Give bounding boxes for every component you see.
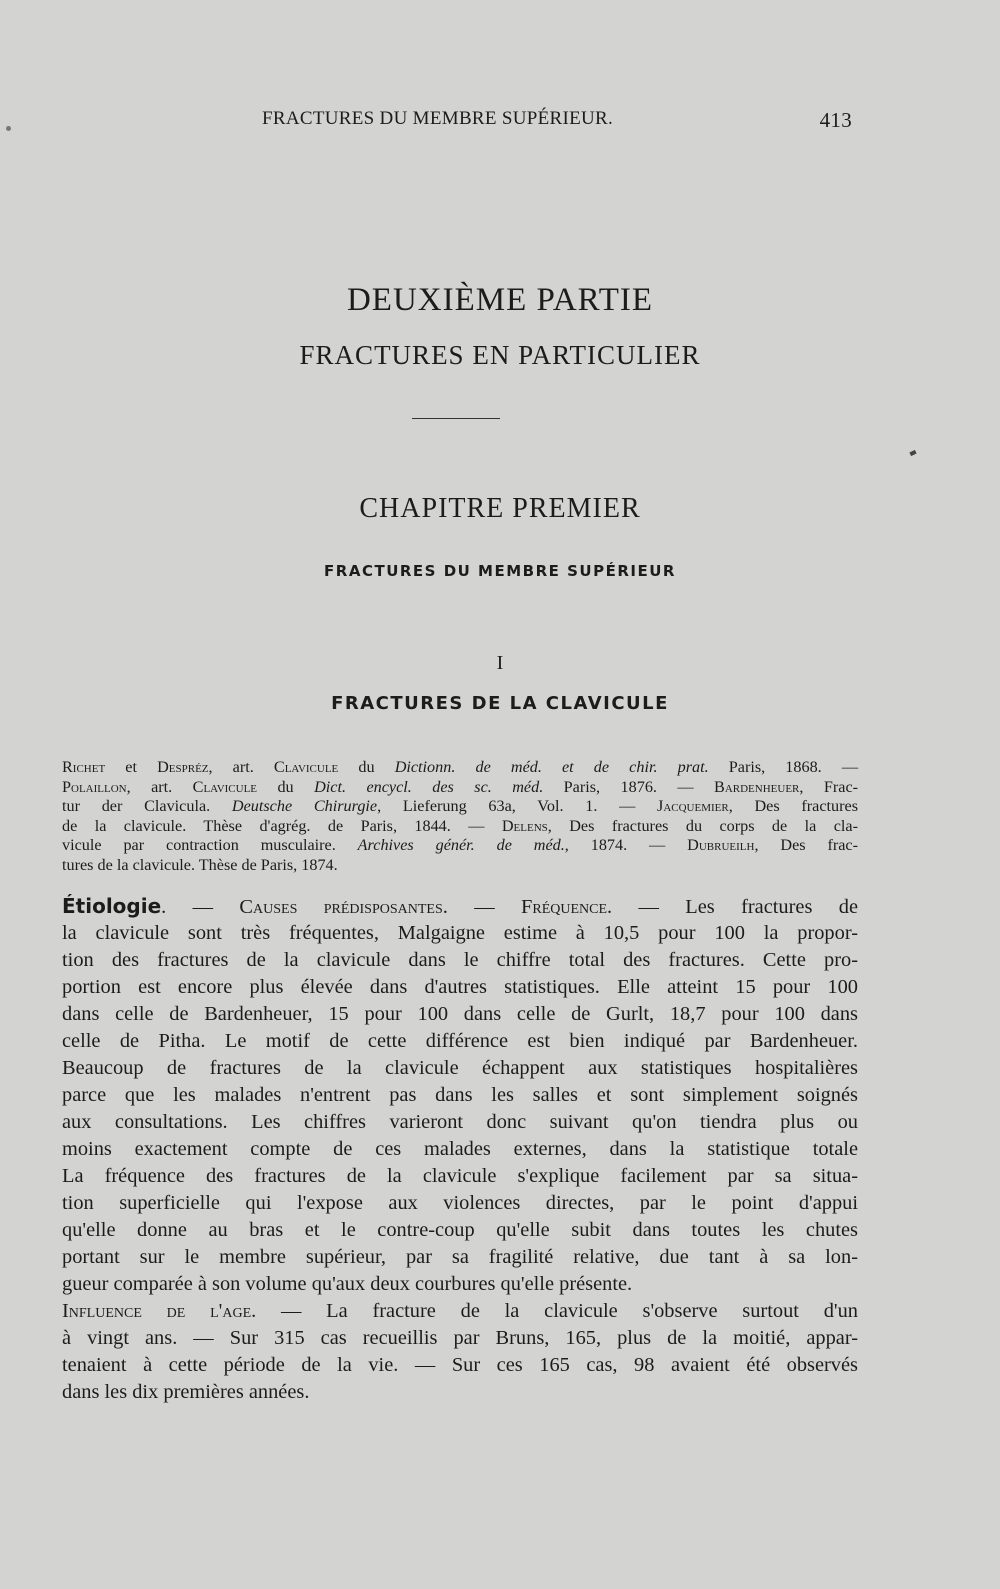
bib-text: Paris, 1868. — bbox=[708, 758, 859, 776]
body-text-run: . — Les fractures de bbox=[607, 896, 859, 918]
body-text-run: . — La fracture de la clavicule s'observe surtout d'un bbox=[251, 1300, 858, 1322]
body-line: dans les dix premières années. bbox=[62, 1381, 310, 1403]
bib-text: vicule par contraction musculaire. bbox=[62, 836, 358, 855]
author-name: Bardenheuer bbox=[714, 777, 800, 796]
part-subtitle: FRACTURES EN PARTICULIER bbox=[299, 340, 701, 370]
page-number: 413 bbox=[819, 108, 852, 132]
author-name: Despréz bbox=[157, 758, 209, 776]
publication-title: Dictionn. de méd. et de chir. prat. bbox=[394, 758, 709, 776]
author-name: Polaillon bbox=[62, 777, 127, 796]
bib-text: , art. bbox=[208, 758, 274, 776]
body-line: la clavicule sont très fréquentes, Malgaigne estime à 10,5 pour 100 la propor- bbox=[62, 922, 858, 944]
bib-text: , Des frac- bbox=[754, 836, 859, 855]
part-title: DEUXIÈME PARTIE bbox=[346, 282, 654, 318]
body-line: dans celle de Bardenheuer, 15 pour 100 dans celle de Gurlt, 18,7 pour 100 dans bbox=[62, 1003, 858, 1025]
inline-heading: Fréquence bbox=[521, 896, 608, 918]
inline-heading: Influence de l'age bbox=[62, 1300, 252, 1322]
body-line: tion superficielle qui l'expose aux violences directes, par le point d'appui bbox=[62, 1192, 858, 1214]
body-line: Beaucoup de fractures de la clavicule échappent aux statistiques hospitalières bbox=[62, 1057, 858, 1079]
bibliography-line bbox=[62, 778, 858, 798]
article-title: Clavicule bbox=[192, 777, 258, 796]
body-line: à vingt ans. — Sur 315 cas recueillis par Bruns, 165, plus de la moitié, appar- bbox=[62, 1327, 858, 1349]
margin-speck bbox=[6, 126, 11, 131]
inline-heading: Causes prédisposantes bbox=[239, 896, 443, 918]
bib-text: , 1874. — bbox=[564, 836, 688, 855]
bibliography-line bbox=[62, 836, 858, 856]
publication-title: Dict. encycl. des sc. méd. bbox=[314, 777, 544, 796]
article-title: Clavicule bbox=[273, 758, 339, 776]
bibliography-line bbox=[62, 758, 858, 778]
bib-text: , Frac- bbox=[799, 777, 859, 796]
author-name: Delens bbox=[501, 816, 548, 835]
body-line: portion est encore plus élevée dans d'autres statistiques. Elle atteint 15 pour 100 bbox=[62, 976, 858, 998]
body-text bbox=[62, 893, 858, 1406]
body-line: tenaient à cette période de la vie. — Sur ces 165 cas, 98 avaient été observés bbox=[62, 1354, 858, 1376]
author-name: Richet bbox=[62, 758, 106, 776]
margin-mark bbox=[909, 450, 916, 456]
bib-text: , Des fractures du corps de la cla- bbox=[547, 816, 858, 835]
bib-text: , art. bbox=[126, 777, 193, 796]
body-line: celle de Pitha. Le motif de cette différence est bien indiqué par Bardenheuer. bbox=[62, 1030, 858, 1052]
body-line: qu'elle donne au bras et le contre-coup qu'elle subit dans toutes les chutes bbox=[62, 1219, 858, 1241]
bib-text: de la clavicule. Thèse d'agrég. de Paris, 1844. — bbox=[62, 816, 502, 835]
body-line: La fréquence des fractures de la clavicule s'explique facilement par sa situa- bbox=[62, 1165, 858, 1187]
bibliography-line bbox=[62, 817, 858, 837]
body-text-run: . — bbox=[161, 896, 240, 918]
bibliography-line bbox=[62, 797, 858, 817]
section-title: FRACTURES DE LA CLAVICULE bbox=[331, 693, 669, 714]
paragraph-first-line bbox=[62, 893, 858, 920]
section-divider bbox=[412, 418, 500, 419]
bib-text: et bbox=[105, 758, 158, 776]
bibliography-line bbox=[62, 856, 858, 876]
body-line: aux consultations. Les chiffres varieront donc suivant qu'on tiendra plus ou bbox=[62, 1111, 858, 1133]
body-line: portant sur le membre supérieur, par sa fragilité relative, due tant à sa lon- bbox=[62, 1246, 858, 1268]
paragraph-first-line bbox=[62, 1298, 858, 1325]
body-text-run: . — bbox=[442, 896, 522, 918]
publication-title: Archives génér. de méd. bbox=[357, 836, 565, 855]
author-name: Jacquemier bbox=[657, 797, 729, 816]
bib-text: tures de la clavicule. Thèse de Paris, 1874. bbox=[62, 855, 338, 874]
publication-title: Deutsche Chirurgie bbox=[231, 797, 378, 816]
body-line: moins exactement compte de ces malades externes, dans la statistique totale bbox=[62, 1138, 858, 1160]
bibliography bbox=[62, 758, 858, 876]
bib-text: du bbox=[338, 758, 395, 776]
bib-text: , Lieferung 63a, Vol. 1. — bbox=[377, 797, 658, 816]
body-line: parce que les malades n'entrent pas dans les salles et sont simplement soignés bbox=[62, 1084, 858, 1106]
body-line: tion des fractures de la clavicule dans le chiffre total des fractures. Cette pro- bbox=[62, 949, 858, 971]
chapter-subtitle: FRACTURES DU MEMBRE SUPÉRIEUR bbox=[324, 562, 676, 580]
author-name: Dubrueilh bbox=[687, 836, 755, 855]
bib-text: tur der Clavicula. bbox=[62, 797, 232, 816]
bib-text: Paris, 1876. — bbox=[543, 777, 715, 796]
chapter-title: CHAPITRE PREMIER bbox=[359, 493, 641, 524]
paragraph-lead-heading: Étiologie bbox=[62, 894, 162, 918]
running-title: FRACTURES DU MEMBRE SUPÉRIEUR. bbox=[262, 108, 614, 129]
body-line: gueur comparée à son volume qu'aux deux courbures qu'elle présente. bbox=[62, 1273, 633, 1295]
bib-text: , Des fractures bbox=[728, 797, 859, 816]
bib-text: du bbox=[257, 777, 315, 796]
section-number: I bbox=[496, 652, 504, 674]
